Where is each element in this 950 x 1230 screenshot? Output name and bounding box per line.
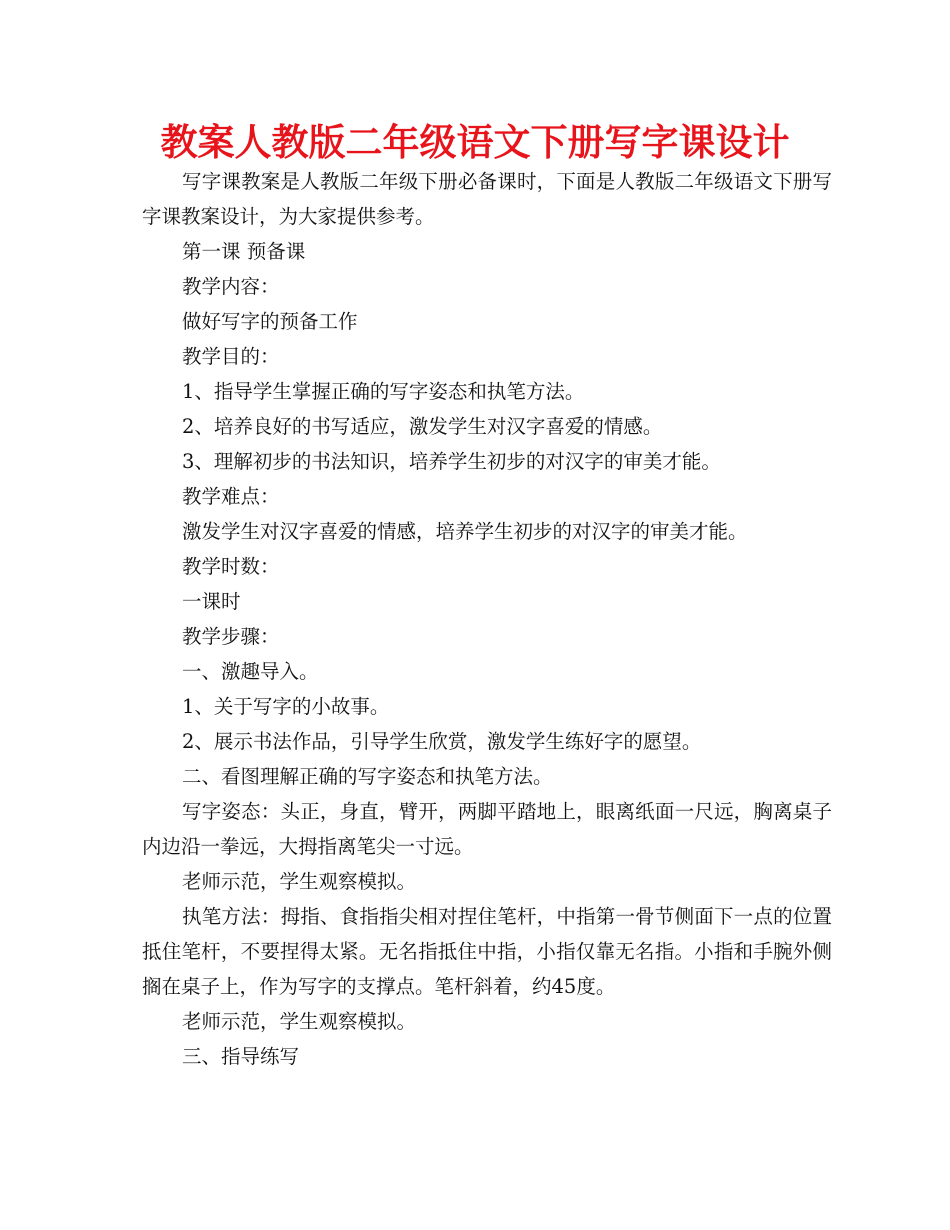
paragraph-step-1-2: 2、展示书法作品，引导学生欣赏，激发学生练好字的愿望。 xyxy=(182,730,702,753)
paragraph-goal-label: 教学目的： xyxy=(182,345,280,368)
paragraph-hours: 一课时 xyxy=(182,590,241,613)
paragraph-intro: 写字课教案是人教版二年级下册必备课时，下面是人教版二年级语文下册写字课教案设计，为大家提供参考。 xyxy=(142,170,832,228)
paragraph-content-label: 教学内容： xyxy=(182,275,280,298)
paragraph-content: 做好写字的预备工作 xyxy=(182,310,358,333)
paragraph-hours-label: 教学时数： xyxy=(182,555,280,578)
document-body xyxy=(142,164,832,1074)
paragraph-lesson-heading: 第一课 预备课 xyxy=(182,240,306,263)
paragraph-difficulty: 激发学生对汉字喜爱的情感，培养学生初步的对汉字的审美才能。 xyxy=(182,520,748,543)
paragraph-goal-1: 1、指导学生掌握正确的写字姿态和执笔方法。 xyxy=(182,380,585,403)
paragraph-goal-3: 3、理解初步的书法知识，培养学生初步的对汉字的审美才能。 xyxy=(182,450,721,473)
document-title: 教案人教版二年级语文下册写字课设计 xyxy=(160,121,790,164)
paragraph-difficulty-label: 教学难点： xyxy=(182,485,280,508)
paragraph-posture: 写字姿态：头正，身直，臂开，两脚平踏地上，眼离纸面一尺远，胸离桌子内边沿一拳远，大拇指离笔尖一寸远。 xyxy=(142,800,832,858)
paragraph-pen-grip: 执笔方法：拇指、食指指尖相对捏住笔杆，中指第一骨节侧面下一点的位置抵住笔杆，不要捏得太紧。无名指抵住中指，小指仅靠无名指。小指和手腕外侧搁在桌子上，作为写字的支撑点。笔杆斜着，约45度。 xyxy=(142,905,832,998)
paragraph-step-2: 二、看图理解正确的写字姿态和执笔方法。 xyxy=(182,765,553,788)
paragraph-demo-1: 老师示范，学生观察模拟。 xyxy=(182,870,417,893)
paragraph-goal-2: 2、培养良好的书写适应，激发学生对汉字喜爱的情感。 xyxy=(182,415,663,438)
paragraph-step-1-1: 1、关于写字的小故事。 xyxy=(182,695,390,718)
paragraph-step-3: 三、指导练写 xyxy=(182,1045,300,1068)
paragraph-step-1: 一、激趣导入。 xyxy=(182,660,319,683)
paragraph-steps-label: 教学步骤： xyxy=(182,625,280,648)
paragraph-demo-2: 老师示范，学生观察模拟。 xyxy=(182,1010,417,1033)
